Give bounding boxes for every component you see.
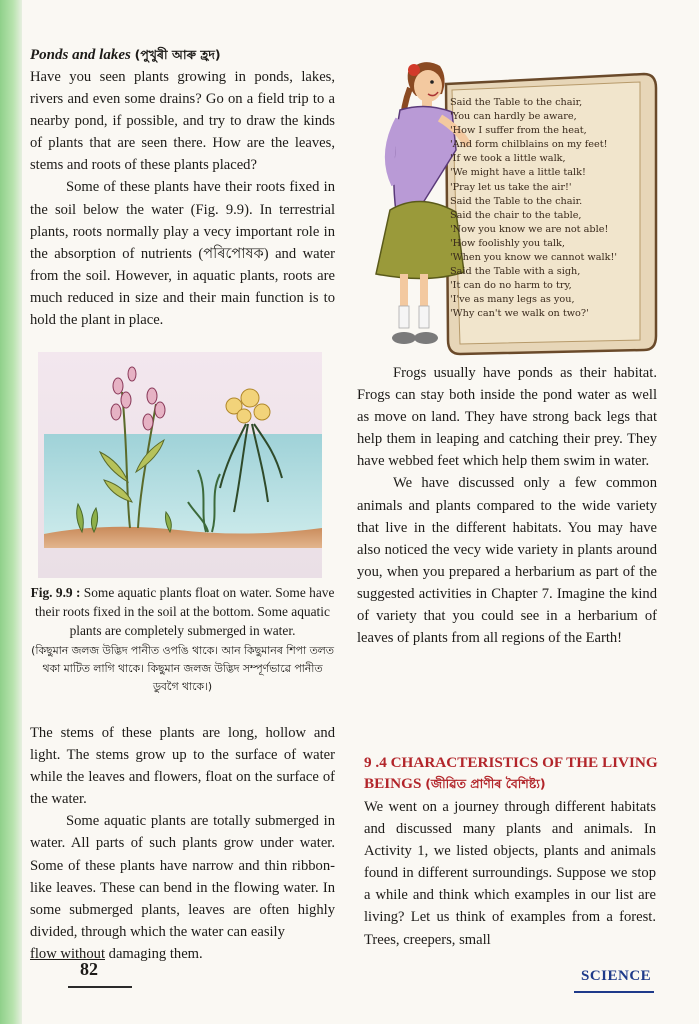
paragraph-submerged: Some aquatic plants are totally submerged in water. All parts of such plants grow under water. Some of these plants have narrow and thin ribbon-like leaves. These can bend in the flowing water. In some submerged plants, leaves are often highly divided, through which the water can easily: [30, 813, 335, 940]
poem-line: 'How foolishly you talk,: [450, 237, 565, 249]
paragraph-living-beings: We went on a journey through different habitats and discussed many plants and animals. In Activity 1, we listed objects, plants and animals found in different surroundings. Suppose we stop a while and think which examples in our list are living? Let us think of examples from a forest. Trees, creepers, small: [364, 799, 656, 948]
poem-line: Said the Table to the chair,: [450, 97, 583, 108]
poem-line: 'Pray let us take the air!': [450, 181, 572, 193]
section-title: [364, 752, 664, 794]
left-column-top: [30, 44, 335, 331]
underlined-text: flow without: [30, 945, 105, 962]
poem-line: Said the Table to the chair.: [450, 195, 583, 207]
ponds-heading-en: Ponds and lakes: [30, 47, 131, 63]
poem-text: [450, 96, 640, 322]
poem-line: 'And form chilblains on my feet!: [450, 139, 608, 151]
paragraph-frogs: Frogs usually have ponds as their habitat. Frogs can stay both inside the pond water as well as move on land. They have strong back legs that help them in leaping and catching their prey. They have webbed feet which help them swim in water.: [357, 365, 657, 470]
subject-label: SCIENCE: [581, 968, 652, 984]
subject-rule: [574, 991, 654, 993]
left-column-bottom: [30, 722, 335, 965]
figure-caption-bn: (কিছুমান জলজ উদ্ভিদ পানীত ওপঙি থাকে। আন কিছুমানৰ শিপা তলত থকা মাটিত লাগি থাকে। কিছুমান জলজ উদ্ভিদ সম্পূৰ্ণভাৱে পানীত ডুবগৈ থাকে।): [31, 644, 334, 693]
paragraph-variety: We have discussed only a few common animals and plants compared to the wide variety that live in the different habitats. You may have also noticed the vecy wide variety in plants around you, when you prepared a herbarium as part of the suggested activities in Chapter 7. Imagine the kind of variety that you could see in a herbarium of leaves of plants from all regions of the Earth!: [357, 475, 657, 647]
poem-line: Said the Table with a sigh,: [450, 266, 581, 278]
section-title-bn: (জীৱিত প্ৰাণীৰ বৈশিষ্ট্য): [425, 776, 546, 791]
figure-caption-text: Some aquatic plants float on water. Some have their roots fixed in the soil at the bottom. Some aquatic plants are completely submerged in water.: [35, 585, 335, 638]
section-title-en: 9 .4 CHARACTERISTICS OF THE LIVING BEINGS: [364, 754, 658, 792]
poem-line: 'How I suffer from the heat,: [450, 125, 587, 137]
paragraph-submerged-end: [30, 943, 335, 965]
poem-line: 'When you know we cannot walk!': [450, 252, 618, 264]
poem-line: Said the chair to the table,: [450, 209, 582, 221]
poem-line: 'It can do no harm to try,: [450, 280, 572, 292]
figure-caption: [30, 583, 335, 696]
poem-line: 'If we took a little walk,: [450, 153, 566, 165]
figure-label: Fig. 9.9 :: [30, 585, 81, 600]
paragraph-roots: Some of these plants have their roots fixed in the soil below the water (Fig. 9.9). In terrestrial plants, roots normally play a vecy important role in the absorption of nutrients (পৰিপোষক) and water from the soil. However, in aquatic plants, roots are much reduced in size and their main function is to hold the plant in place.: [30, 179, 335, 329]
paragraph-ponds-intro: Have you seen plants growing in ponds, lakes, rivers and even some drains? Go on a field trip to a nearby pond, if possible, and try to draw the kinds of plants that are seen there. How are the leaves, stems and roots of these plants placed?: [30, 69, 335, 174]
paragraph-submerged-end-rest: damaging them.: [105, 945, 203, 962]
aquatic-plants-figure: [38, 352, 322, 578]
poem-line: 'Now you know we are not able!: [450, 223, 609, 235]
right-column-bottom: [364, 796, 656, 951]
right-column: [357, 362, 657, 649]
poem-line: 'We might have a little talk!: [450, 167, 586, 179]
page-number: 82: [80, 959, 98, 979]
poem-line: 'You can hardly be aware,: [450, 111, 577, 123]
paragraph-stems: The stems of these plants are long, hollow and light. The stems grow up to the surface of water while the leaves and flowers, float on the surface of the water.: [30, 725, 335, 808]
green-page-edge: [0, 0, 22, 1024]
ponds-heading-bn: (পুখুৰী আৰু হ্ৰদ): [134, 47, 221, 62]
page-number-rule: [68, 986, 132, 988]
poem-line: 'I've as many legs as you,: [450, 294, 575, 306]
ponds-heading: [30, 44, 335, 66]
poem-line: 'Why can't we walk on two?': [450, 308, 589, 320]
